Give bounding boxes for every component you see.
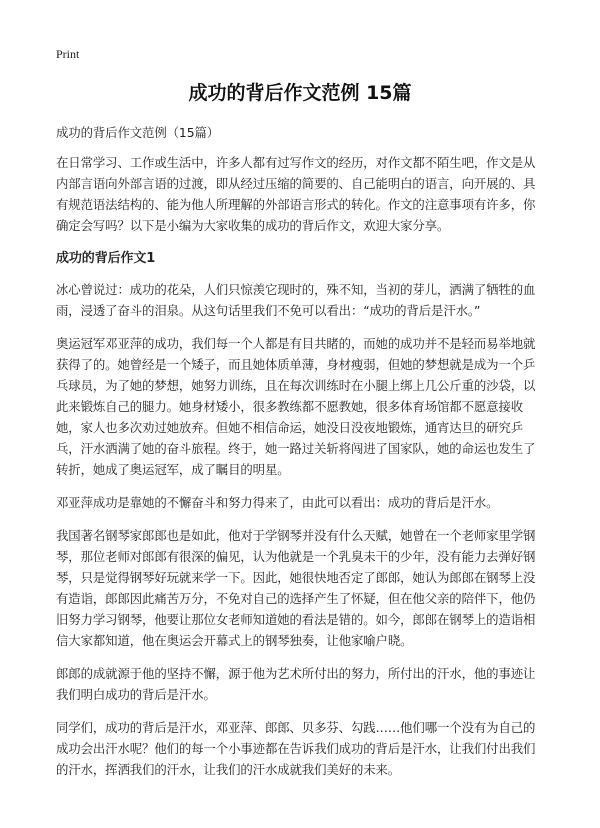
- article-subtitle: 成功的背后作文范例（15篇）: [56, 125, 220, 140]
- page-title: 成功的背后作文范例 15篇: [188, 82, 412, 104]
- intro-paragraph: 在日常学习、工作或生活中，许多人都有过写作文的经历，对作文都不陌生吧，作文是从内部言语向外部言语的过渡，即从经过压缩的简要的、自己能明白的语言，向开展的、具有规范语法结构的、能为他人所理解的外部语言形式的转化。作文的注意事项有许多，你确定会写吗？以下是小编为大家收集的成功的背后作文，欢迎大家分享。: [56, 155, 536, 233]
- article-body: [56, 122, 546, 792]
- section-heading: 成功的背后作文1: [56, 251, 156, 266]
- body-paragraph: 邓亚萍成功是靠她的不懈奋斗和努力得来了，由此可以看出：成功的背后是汗水。: [56, 495, 499, 510]
- body-paragraph: 同学们，成功的背后是汗水，邓亚萍、郎郎、贝多芬、勾践……他们哪一个没有为自己的成功会出汗水呢？他们的每一个小事迹都在告诉我们成功的背后是汗水，让我们付出我们的汗水，挥洒我们的汗水，让我们的汗水成就我们美好的未来。: [56, 720, 536, 777]
- body-paragraph: 我国著名钢琴家郎郎也是如此，他对于学钢琴并没有什么天赋，她曾在一个老师家里学钢琴，那位老师对郎郎有很深的偏见，认为他就是一个乳臭未干的少年，没有能力去弹好钢琴，只是觉得钢琴好玩就来学一下。因此，她很快地否定了郎郎，她认为郎郎在钢琴上没有造诣，郎郎因此痛苦万分，不免对自己的选择产生了怀疑，但在他父亲的陪伴下，他仍旧努力学习钢琴，他要让那位女老师知道她的看法是错的。如今，郎郎在钢琴上的造诣相信大家都知道，他在奥运会开幕式上的钢琴独奏，让他家喻户晓。: [56, 528, 536, 648]
- body-paragraph: 奥运冠军邓亚萍的成功，我们每一个人都是有目共睹的，而她的成功并不是轻而易举地就获得了的。她曾经是一个矮子，而且她体质单薄，身材瘦弱，但她的梦想就是成为一个乒乓球员，为了她的梦想，她努力训练，且在每次训练时在小腿上绑上几公斤重的沙袋，以此来锻炼自己的腿力。她身材矮小，很多教练都不愿教她，很多体育场馆都不愿意接收她，家人也多次劝过她放弃。但她不相信命运，她没日没夜地锻炼，通宵达旦的研究乒乓，汗水洒满了她的奋斗旅程。终于，她一路过关斩将闯进了国家队，她的命运也发生了转折，她成了奥运冠军，成了瞩目的明星。: [56, 336, 536, 477]
- body-paragraph: 冰心曾说过：成功的花朵，人们只惊羡它现时的，殊不知，当初的芽儿，洒满了牺牲的血雨，浸透了奋斗的泪泉。从这句话里我们不免可以看出：“成功的背后是汗水。”: [56, 282, 536, 318]
- print-link[interactable]: Print: [56, 47, 80, 61]
- body-paragraph: 郎郎的成就源于他的坚持不懈，源于他为艺术所付出的努力，所付出的汗水，他的事迹让我们明白成功的背后是汗水。: [56, 666, 536, 702]
